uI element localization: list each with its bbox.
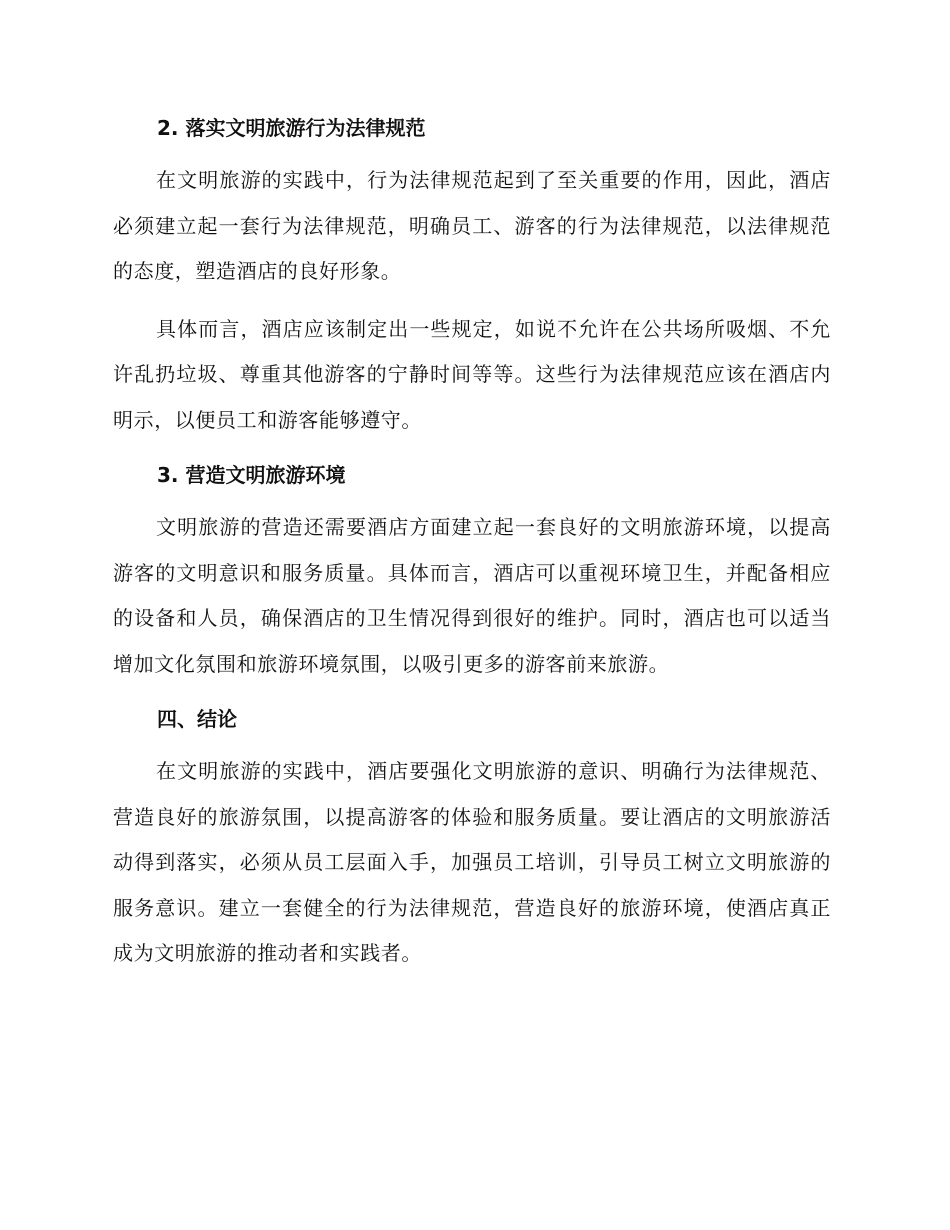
paragraph: 具体而言，酒店应该制定出一些规定，如说不允许在公共场所吸烟、不允许乱扔垃圾、尊重其他游客的宁静时间等等。这些行为法律规范应该在酒店内明示，以便员工和游客能够遵守。 — [113, 316, 831, 432]
paragraph: 在文明旅游的实践中，酒店要强化文明旅游的意识、明确行为法律规范、营造良好的旅游氛围，以提高游客的体验和服务质量。要让酒店的文明旅游活动得到落实，必须从员工层面入手，加强员工培训，引导员工树立文明旅游的服务意识。建立一套健全的行为法律规范，营造良好的旅游环境，使酒店真正成为文明旅游的推动者和实践者。 — [113, 759, 831, 965]
section-heading-conclusion: 四、结论 — [157, 707, 237, 731]
section-heading-behavior-norms: 2. 落实文明旅游行为法律规范 — [157, 116, 426, 140]
document-body — [113, 108, 831, 977]
section-heading-environment: 3. 营造文明旅游环境 — [157, 463, 346, 487]
paragraph: 在文明旅游的实践中，行为法律规范起到了至关重要的作用，因此，酒店必须建立起一套行为法律规范，明确员工、游客的行为法律规范，以法律规范的态度，塑造酒店的良好形象。 — [113, 168, 831, 283]
paragraph: 文明旅游的营造还需要酒店方面建立起一套良好的文明旅游环境，以提高游客的文明意识和服务质量。具体而言，酒店可以重视环境卫生，并配备相应的设备和人员，确保酒店的卫生情况得到很好的维护。同时，酒店也可以适当增加文化氛围和旅游环境氛围，以吸引更多的游客前来旅游。 — [113, 515, 831, 676]
